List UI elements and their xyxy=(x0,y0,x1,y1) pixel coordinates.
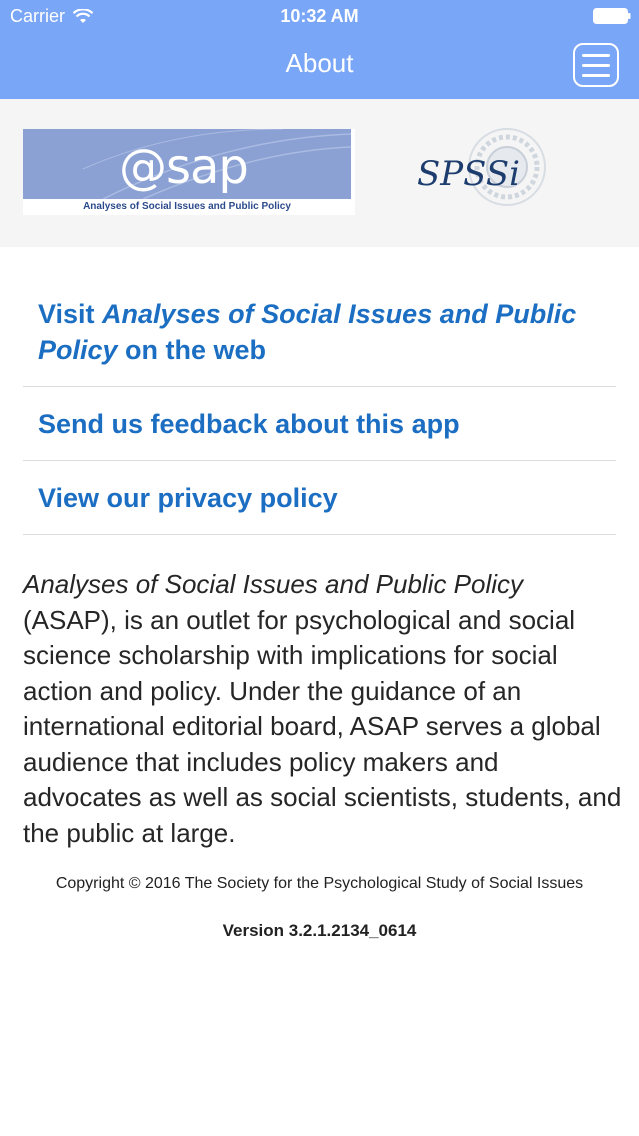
status-time: 10:32 AM xyxy=(280,6,359,26)
carrier-label: Carrier xyxy=(10,6,66,26)
description-body: (ASAP), is an outlet for psychological and social science scholarship with implications for social action and policy. Under the guidance of an international editorial board, ASAP serves a global audience that includes policy makers and advocates as well as social scientists, students, and the public at large. xyxy=(23,604,622,848)
menu-button[interactable] xyxy=(573,43,619,87)
battery-icon xyxy=(593,8,631,24)
asap-logo-wordmark: @sap xyxy=(119,139,248,195)
version-text: Version 3.2.1.2134_0614 xyxy=(222,921,417,940)
status-bar xyxy=(0,0,639,32)
spssi-logo xyxy=(412,127,547,217)
page-title: About xyxy=(285,48,354,78)
visit-website-link[interactable]: Visit Analyses of Social Issues and Public Policy on the web xyxy=(23,288,616,387)
send-feedback-link[interactable]: Send us feedback about this app xyxy=(23,387,616,461)
privacy-policy-link[interactable]: View our privacy policy xyxy=(23,461,616,535)
copyright-text: Copyright © 2016 The Society for the Psychological Study of Social Issues xyxy=(55,875,584,892)
description-title: Analyses of Social Issues and Public Policy xyxy=(23,569,524,599)
navigation-bar xyxy=(0,0,639,99)
links-list xyxy=(23,288,616,535)
about-description xyxy=(23,567,623,851)
hamburger-menu-icon xyxy=(582,54,610,57)
svg-text:SPSSi: SPSSi xyxy=(417,154,521,194)
asap-logo xyxy=(23,129,355,215)
logo-banner xyxy=(0,99,639,247)
asap-logo-subtitle: Analyses of Social Issues and Public Policy xyxy=(83,201,291,212)
